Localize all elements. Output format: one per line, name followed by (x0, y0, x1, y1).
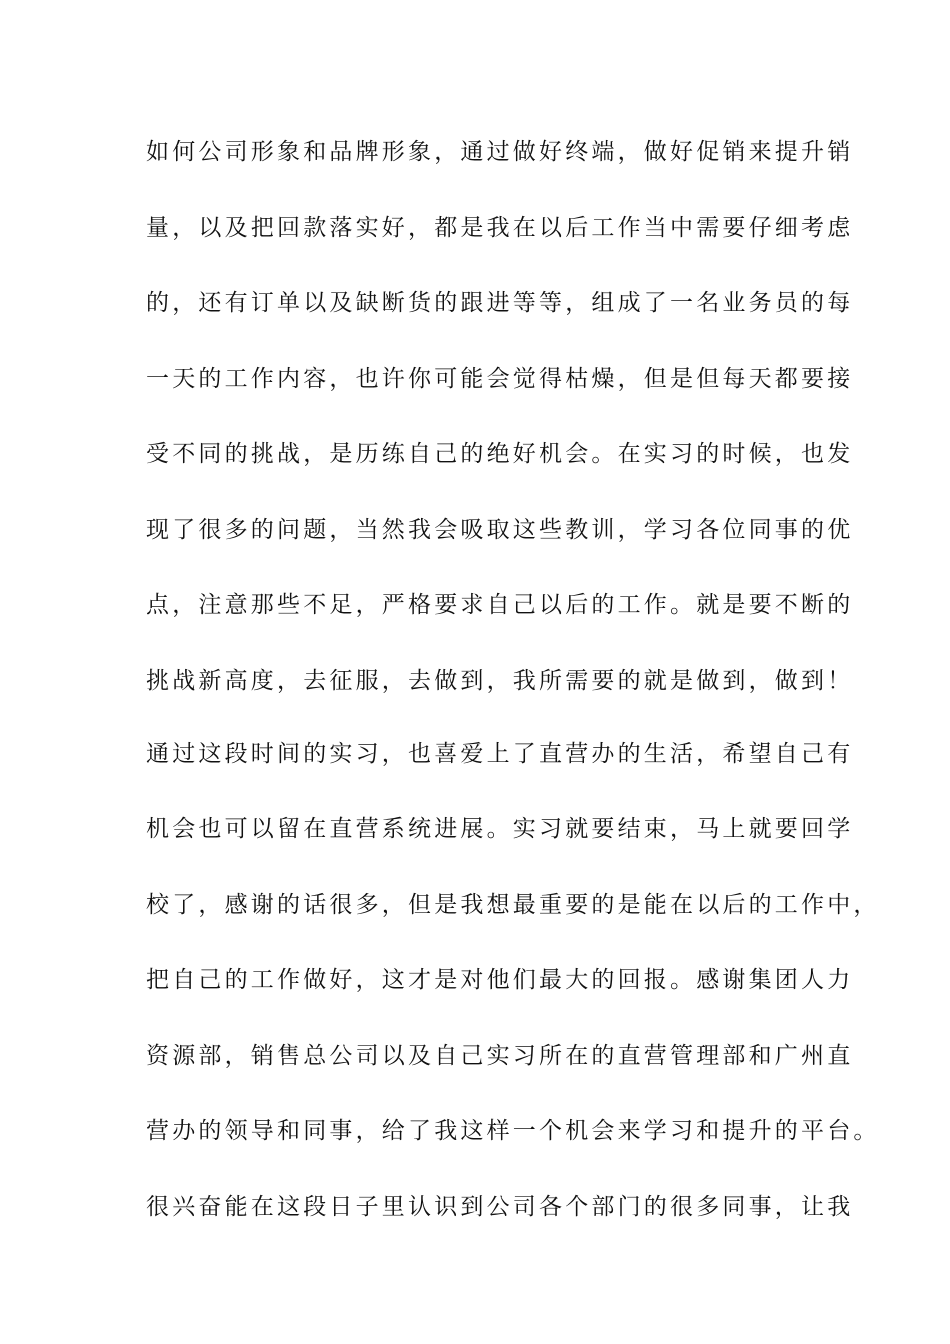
text-line-4: 一天的工作内容，也许你可能会觉得枯燥，但是但每天都要接 (146, 365, 854, 392)
text-line-10: 机会也可以留在直营系统进展。实习就要结束，马上就要回学 (146, 816, 854, 842)
text-line-6: 现了很多的问题，当然我会吸取这些教训，学习各位同事的优 (146, 516, 854, 543)
text-line-8: 挑战新高度，去征服，去做到，我所需要的就是做到，做到！ (146, 667, 854, 694)
text-line-3: 的，还有订单以及缺断货的跟进等等，组成了一名业务员的每 (146, 290, 854, 316)
text-line-12: 把自己的工作做好，这才是对他们最大的回报。感谢集团人力 (146, 967, 854, 993)
text-line-9: 通过这段时间的实习，也喜爱上了直营办的生活，希望自己有 (146, 740, 854, 767)
text-line-14: 营办的领导和同事，给了我这样一个机会来学习和提升的平台。 (146, 1118, 880, 1144)
text-line-13: 资源部，销售总公司以及自己实习所在的直营管理部和广州直 (146, 1042, 854, 1069)
body-text (146, 133, 880, 1263)
text-line-11: 校了，感谢的话很多，但是我想最重要的是能在以后的工作中， (146, 891, 880, 918)
text-line-1: 如何公司形象和品牌形象，通过做好终端，做好促销来提升销 (146, 139, 854, 165)
text-line-5: 受不同的挑战，是历练自己的绝好机会。在实习的时候，也发 (146, 441, 854, 467)
text-line-2: 量，以及把回款落实好，都是我在以后工作当中需要仔细考虑 (146, 214, 854, 241)
text-line-7: 点，注意那些不足，严格要求自己以后的工作。就是要不断的 (146, 592, 854, 618)
text-line-15: 很兴奋能在这段日子里认识到公司各个部门的很多同事，让我 (146, 1193, 854, 1220)
